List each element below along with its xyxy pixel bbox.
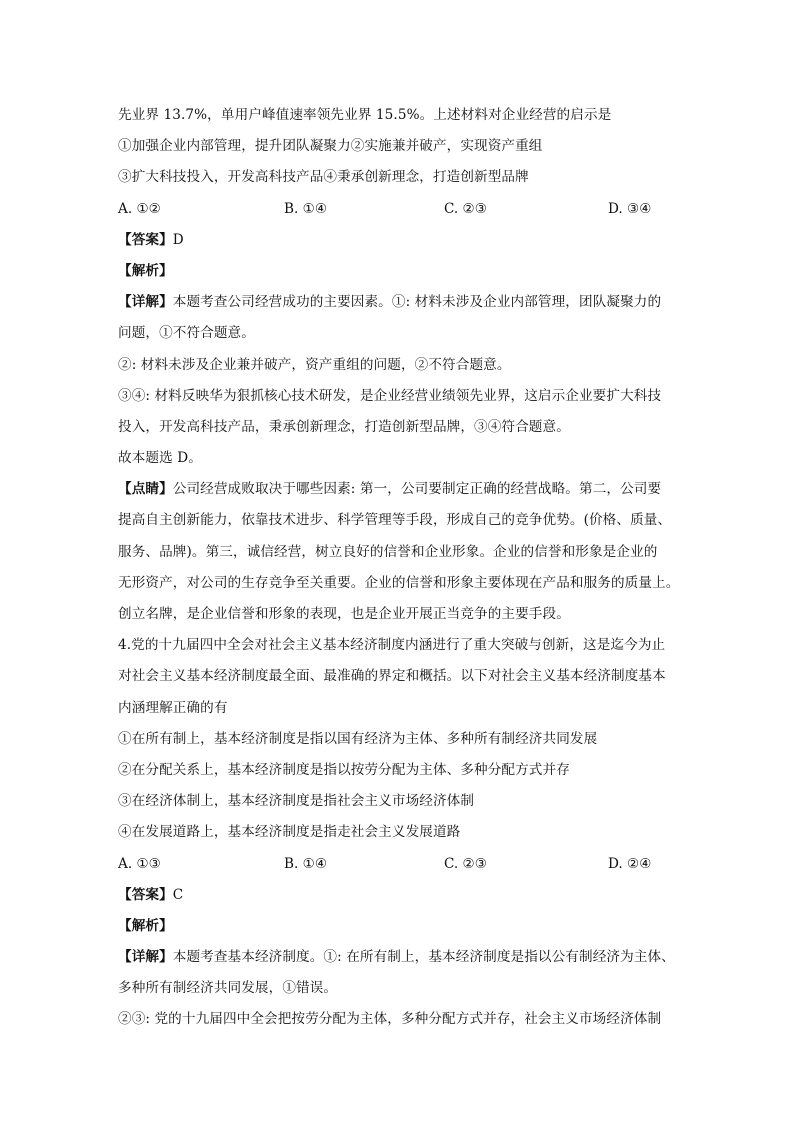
q3-option-a: A. ①② — [118, 200, 161, 217]
q4-answer-label: 【答案】 — [118, 886, 173, 903]
q4-analysis-label: 【解析】 — [118, 917, 173, 934]
q3-detail-line-4: ③④: 材料反映华为狠抓核心技术研发，是企业经营业绩领先业界，这启示企业要扩大科技 — [118, 387, 662, 404]
q3-answer-value: D — [172, 231, 184, 248]
q3-stem-tail: 先业界 13.7%，单用户峰值速率领先业界 15.5%。上述材料对企业经营的启示是 — [118, 107, 612, 123]
q4-detail-text-1: 本题考查基本经济制度。①: 在所有制上，基本经济制度是指以公有制经济为主体、 — [172, 949, 675, 966]
q3-detail-line-1 — [118, 287, 678, 318]
q3-analysis-label: 【解析】 — [118, 262, 173, 279]
q3-option-d: D. ③④ — [608, 200, 652, 217]
q4-stem-line-2: 对社会主义基本经济制度最全面、最准确的界定和概括。以下对社会主义基本经济制度基本 — [118, 668, 666, 685]
q4-option-b: B. ①④ — [284, 855, 328, 872]
q3-option-b: B. ①④ — [284, 200, 328, 217]
q4-detail-line-1 — [118, 942, 678, 973]
q4-options — [118, 849, 678, 880]
q3-option-c: C. ②③ — [444, 200, 487, 217]
q4-answer-value: C — [172, 886, 184, 903]
q3-detail-line-2: 问题，①不符合题意。 — [118, 325, 255, 342]
q3-tip-text-1: 公司经营成败取决于哪些因素: 第一，公司要制定正确的经营战略。第二，公司要 — [172, 481, 662, 498]
q4-option-a: A. ①③ — [118, 855, 161, 872]
q3-tip-label: 【点睛】 — [118, 481, 173, 498]
q3-conclusion: 故本题选 D。 — [118, 450, 202, 467]
q4-option-c: C. ②③ — [444, 855, 487, 872]
q4-answer — [118, 880, 678, 911]
document-page — [118, 100, 678, 1036]
q3-detail-line-5: 投入，开发高科技产品，秉承创新理念，打造创新型品牌，③④符合题意。 — [118, 418, 570, 435]
q4-stem-line-3: 内涵理解正确的有 — [118, 699, 228, 716]
q3-tip-line-1 — [118, 474, 678, 505]
q3-tip-line-2: 提高自主创新能力，依靠技术进步、科学管理等手段，形成自己的竞争优势。(价格、质量、 — [118, 512, 672, 529]
q3-answer — [118, 225, 678, 256]
q3-detail-text-1: 本题考查公司经营成功的主要因素。①: 材料未涉及企业内部管理，团队凝聚力的 — [172, 294, 662, 311]
q4-stem-line-1: 4.党的十九届四中全会对社会主义基本经济制度内涵进行了重大突破与创新，这是迄今为止 — [118, 637, 666, 654]
q3-tip-line-5: 创立名牌，是企业信誉和形象的表现，也是企业开展正当竞争的主要手段。 — [118, 606, 570, 622]
q4-detail-label: 【详解】 — [118, 949, 173, 966]
q4-option-d: D. ②④ — [608, 855, 652, 872]
q3-tip-line-4: 无形资产，对公司的生存竞争至关重要。企业的信誉和形象主要体现在产品和服务的质量上。 — [118, 574, 680, 591]
q4-statement-3: ③在经济体制上，基本经济制度是指社会主义市场经济体制 — [118, 793, 475, 810]
q4-detail-line-2: 多种所有制经济共同发展，①错误。 — [118, 980, 338, 997]
q4-statement-1: ①在所有制上，基本经济制度是指以国有经济为主体、多种所有制经济共同发展 — [118, 730, 598, 747]
q4-statement-4: ④在发展道路上，基本经济制度是指走社会主义发展道路 — [118, 824, 461, 841]
q3-tip-line-3: 服务、品牌)。第三，诚信经营，树立良好的信誉和企业形象。企业的信誉和形象是企业的 — [118, 543, 658, 560]
q3-detail-line-3: ②: 材料未涉及企业兼并破产，资产重组的问题，②不符合题意。 — [118, 356, 511, 373]
q4-statement-2: ②在分配关系上，基本经济制度是指以按劳分配为主体、多种分配方式并存 — [118, 761, 570, 778]
q3-detail-label: 【详解】 — [118, 294, 173, 311]
q3-options — [118, 194, 678, 225]
q3-answer-label: 【答案】 — [118, 231, 173, 248]
q3-statement-line-2: ③扩大科技投入，开发高科技产品④秉承创新理念，打造创新型品牌 — [118, 169, 529, 186]
q4-detail-line-3: ②③: 党的十九届四中全会把按劳分配为主体，多种分配方式并存，社会主义市场经济体制 — [118, 1011, 662, 1028]
q3-statement-line-1: ①加强企业内部管理，提升团队凝聚力②实施兼并破产，实现资产重组 — [118, 138, 543, 155]
